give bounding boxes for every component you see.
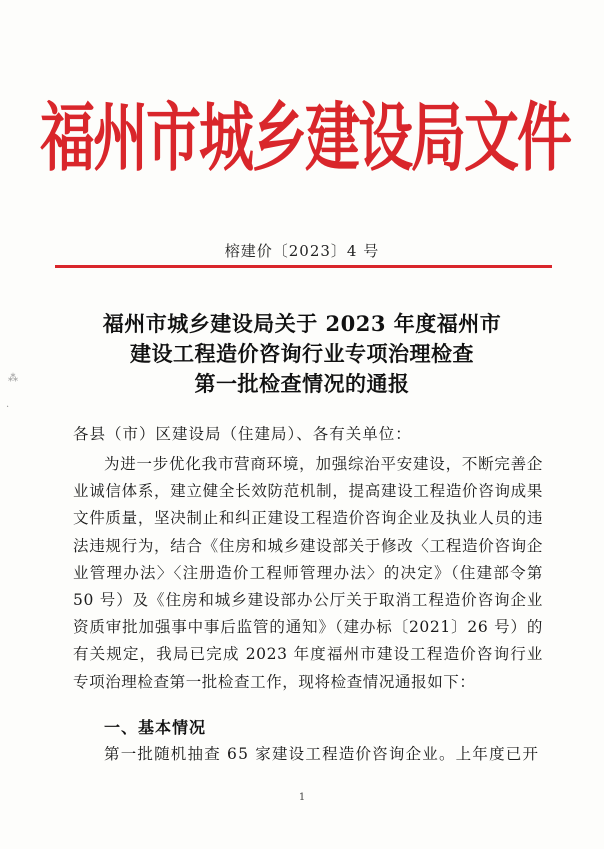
red-divider-line: [55, 265, 552, 268]
body-paragraph-1: 为进一步优化我市营商环境，加强综治平安建设，不断完善企业诚信体系，建立健全长效防范机制，提高建设工程造价咨询成果文件质量，坚决制止和纠正建设工程造价咨询企业及执业人员的违法违规行为，结合《住房和城乡建设部关于修改〈工程造价咨询企业管理办法〉〈注册造价工程师管理办法〉的决定》（住建部令第 50 号）及《住房和城乡建设部办公厅关于取消工程造价咨询企业资质审批加强事中事后监管的通知》（建办标〔2021〕26 号）的有关规定，我局已完成 2023 年度福州市建设工程造价咨询行业专项治理检查第一批检查工作，现将检查情况通报如下：: [73, 455, 543, 691]
document-title-line-1: 福州市城乡建设局关于 2023 年度福州市: [102, 311, 502, 336]
document-title-line-2: 建设工程造价咨询行业专项治理检查: [130, 341, 474, 366]
body-paragraph-2: 第一批随机抽查 65 家建设工程造价咨询企业。上年度已开: [104, 745, 540, 763]
document-number: 榕建价〔2023〕4 号: [224, 242, 380, 260]
margin-speck: ·: [6, 402, 10, 413]
salutation: 各县（市）区建设局（住建局）、各有关单位：: [73, 425, 412, 443]
margin-speck: ⁂: [8, 373, 18, 384]
section-heading-basic-info: 一、基本情况: [104, 718, 207, 737]
page-number: 1: [298, 792, 306, 803]
issuer-header-title: 福州市城乡建设局文件: [40, 93, 571, 181]
document-title-line-3: 第一批检查情况的通报: [194, 371, 410, 396]
